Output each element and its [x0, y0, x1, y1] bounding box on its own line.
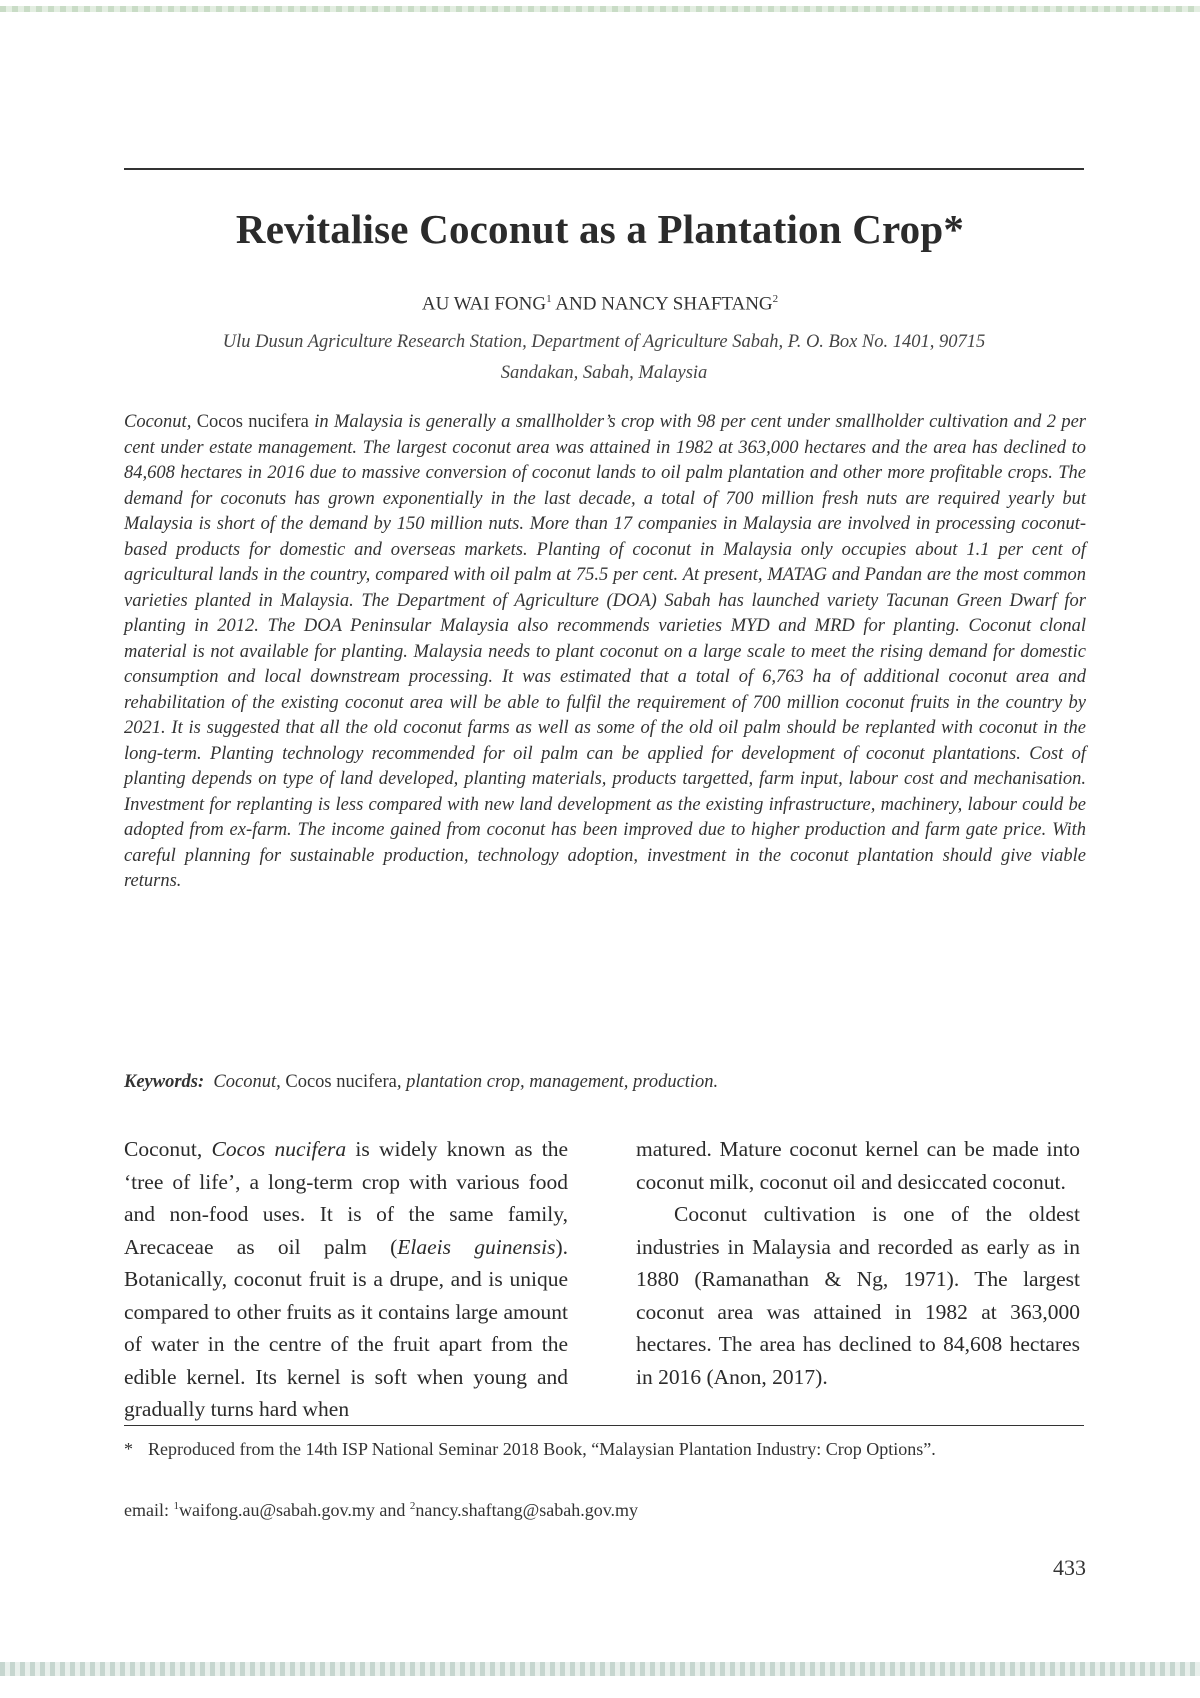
scan-edge-bottom — [0, 1662, 1200, 1676]
email-2-address[interactable]: nancy.shaftang@sabah.gov.my — [415, 1500, 639, 1520]
footnote-marker: * — [124, 1439, 133, 1459]
body-column-left — [124, 1133, 568, 1426]
email-connector: and — [374, 1500, 410, 1520]
affiliation-line-1: Ulu Dusun Agriculture Research Station, Department of Agriculture Sabah, P. O. Box No. 1401, 90715 — [222, 332, 986, 352]
header-rule — [124, 168, 1084, 170]
footnote-text: Reproduced from the 14th ISP National Seminar 2018 Book, “Malaysian Plantation Industry: Crop Options”. — [148, 1439, 936, 1459]
page-number: 433 — [1053, 1555, 1086, 1580]
author-connector: AND — [555, 293, 597, 315]
email-1-marker: 1 — [173, 1500, 179, 1512]
keyword-1: Coconut, — [213, 1072, 281, 1092]
body-right-paragraph-1: matured. Mature coconut kernel can be made into coconut milk, coconut oil and desiccated coconut. — [636, 1137, 1080, 1194]
abstract-species: Cocos nucifera — [196, 412, 309, 432]
author-1-affil-marker: 1 — [546, 293, 552, 305]
keywords-rest: , plantation crop, management, production. — [396, 1072, 719, 1092]
body-left-text-3: ). Botanically, coconut fruit is a drupe, and is unique compared to other fruits as it contains large amount of water in the centre of the fruit apart from the edible kernel. Its kernel is soft when young and gradually turns hard when — [124, 1234, 568, 1421]
author-2-affil-marker: 2 — [772, 293, 779, 305]
author-1-name: AU WAI FONG — [421, 293, 547, 315]
body-right-paragraph-2: Coconut cultivation is one of the oldest industries in Malaysia and recorded as early as in 1880 (Ramanathan & Ng, 1971). The largest coconut area was attained in 1982 at 363,000 hectares. The area has declined to 84,608 hectares in 2016 (Anon, 2017). — [636, 1202, 1080, 1389]
keywords-label: Keywords: — [124, 1072, 205, 1092]
body-paragraph — [124, 1133, 568, 1426]
affiliation — [124, 327, 1084, 389]
keyword-species: Cocos nucifera — [285, 1072, 397, 1092]
body-left-text-1: Coconut, — [124, 1137, 212, 1161]
body-left-species-1: Cocos nucifera — [211, 1137, 347, 1161]
email-line — [124, 1500, 1084, 1521]
email-1-address[interactable]: waifong.au@sabah.gov.my — [178, 1500, 375, 1520]
footnote-rule — [124, 1425, 1084, 1426]
author-2-name: NANCY SHAFTANG — [601, 293, 773, 315]
footnote — [124, 1436, 1084, 1463]
keywords — [124, 1072, 1084, 1093]
abstract — [124, 410, 1086, 895]
body-left-text-2: is widely known as the ‘tree of life’, a long-term crop with various food and non-food uses. It is of the same family, Arecaceae as oil palm ( — [124, 1137, 568, 1259]
body-column-right — [636, 1133, 1080, 1393]
body-left-species-2: Elaeis guinensis — [397, 1234, 556, 1259]
scan-edge-top — [0, 6, 1200, 12]
email-label: email: — [124, 1500, 169, 1520]
affiliation-line-2: Sandakan, Sabah, Malaysia — [500, 363, 708, 383]
abstract-lead: Coconut, — [124, 412, 192, 432]
email-2-marker: 2 — [409, 1500, 416, 1512]
abstract-text: in Malaysia is generally a smallholder’s crop with 98 per cent under smallholder cultivation and 2 per cent under estate management. The largest coconut area was attained in 1982 at 363,000 hectares and the area has declined to 84,608 hectares in 2016 due to massive conversion of coconut lands to oil palm plantation and other more profitable crops. The demand for coconuts has grown exponentially in the last decade, a total of 700 million fresh nuts are required yearly but Malaysia is short of the demand by 150 million nuts. More than 17 companies in Malaysia are involved in processing coconut-based products for domestic and overseas markets. Planting of coconut in Malaysia only occupies about 1.1 per cent of agricultural lands in the country, compared with oil palm at 75.5 per cent. At present, MATAG and Pandan are the most common varieties planted in Malaysia. The Department of Agriculture (DOA) Sabah has launched variety Tacunan Green Dwarf for planting in 2012. The DOA Peninsular Malaysia also recommends varieties MYD and MRD for planting. Coconut clonal material is not available for planting. Malaysia needs to plant coconut on a large scale to meet the rising demand for domestic consumption and local downstream processing. It was estimated that a total of 6,763 ha of additional coconut area and rehabilitation of the existing coconut area will be able to fulfil the requirement of 700 million coconut fruits in the country by 2021. It is suggested that all the old coconut farms as well as some of the old oil palm should be replanted with coconut in the long-term. Planting technology recommended for oil palm can be applied for development of coconut plantations. Cost of planting depends on type of land developed, planting materials, products targetted, farm input, labour cost and mechanisation. Investment for replanting is less compared with new land development as the existing infrastructure, machinery, labour could be adopted from ex-farm. The income gained from coconut has been improved due to higher production and farm gate price. With careful planning for sustainable production, technology adoption, investment in the coconut plantation should give viable returns. — [124, 412, 1086, 891]
author-line — [0, 293, 1200, 315]
article-title: Revitalise Coconut as a Plantation Crop* — [235, 206, 965, 252]
